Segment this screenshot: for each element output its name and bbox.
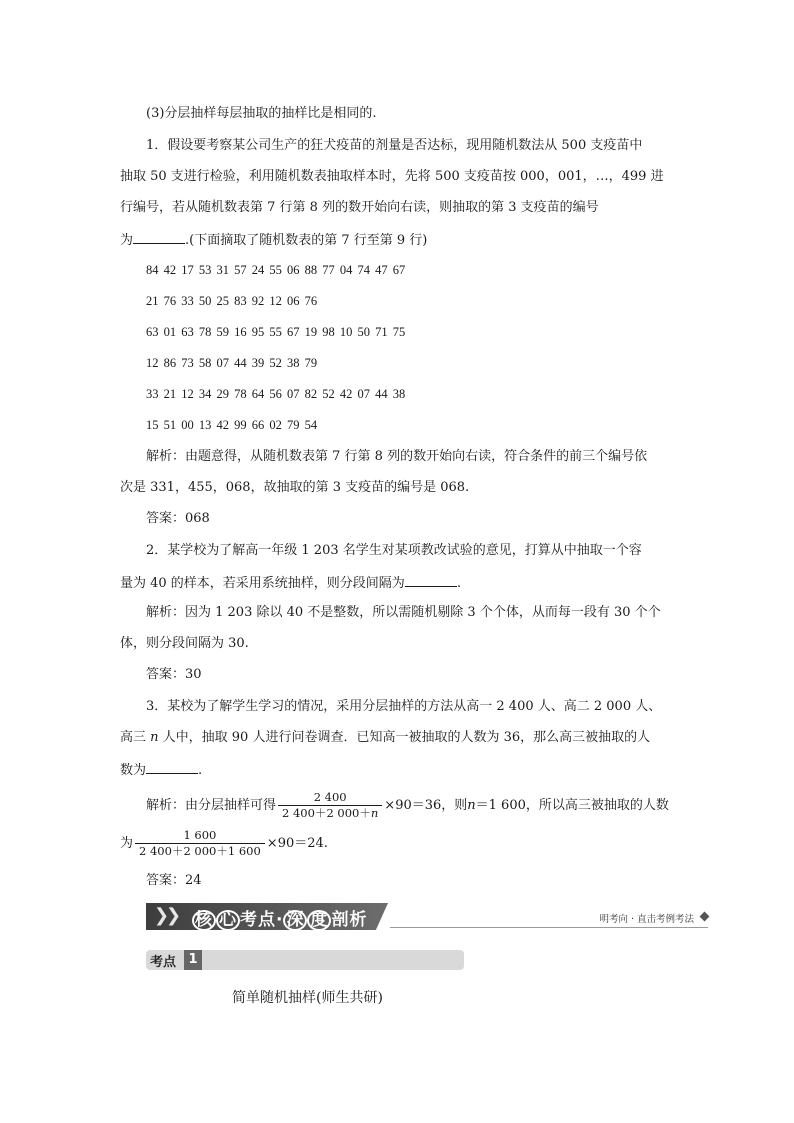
q1-line-1: 1．假设要考察某公司生产的狂犬疫苗的剂量是否达标，现用随机数法从 500 支疫苗中 (146, 138, 643, 153)
fraction-2 (135, 828, 265, 859)
q3-line-2-b: 人中，抽取 90 人进行问卷调查．已知高一被抽取的人数为 36，那么高三被抽取的人 (158, 730, 651, 745)
banner-char: 考 (240, 910, 258, 930)
q3-analysis-2-prefix: 为 (120, 836, 134, 851)
answer-blank (405, 572, 457, 587)
banner-char: 度 (307, 910, 331, 931)
q1-line-3: 行编号，若从随机数表第 7 行第 8 列的数开始向右读，则抽取的第 3 支疫苗的编号 (120, 200, 599, 215)
chevron-right-icon: ❯ (154, 905, 170, 926)
q3-analysis-2-suffix: ×90＝24. (266, 836, 328, 851)
diamond-icon (700, 912, 710, 922)
q3-line-1: 3．某校为了解学生学习的情况，采用分层抽样的方法从高一 2 400 人、高二 2 000 人、 (146, 699, 662, 714)
q3-analysis-prefix: 解析：由分层抽样可得 (146, 798, 277, 813)
q3-analysis-post: ＝1 600，所以高三被抽取的人数 (475, 798, 669, 813)
intro-line: (3)分层抽样每层抽取的抽样比是相同的. (146, 106, 377, 121)
banner-rule (390, 927, 708, 928)
q3-analysis-1 (146, 790, 669, 821)
q2-analysis-1: 解析：因为 1 203 除以 40 不是整数，所以需随机剔除 3 个个体，从而每一段有 30 个个 (146, 605, 661, 620)
q2-line-1: 2．某学校为了解高一年级 1 203 名学生对某项教改试验的意见，打算从中抽取一个容 (146, 543, 642, 558)
q1-line-4 (120, 229, 680, 251)
section-subtitle: 简单随机抽样(师生共研) (232, 990, 383, 1006)
banner-char: 深 (283, 910, 307, 931)
variable-n: n (370, 806, 379, 820)
random-table-row: 12 86 73 58 07 44 39 52 38 79 (146, 356, 318, 370)
banner-hint: 明考向 · 直击考例考法 (599, 914, 694, 925)
banner-char: 核 (192, 910, 216, 931)
random-table-row: 84 42 17 53 31 57 24 55 06 88 77 04 74 47 67 (146, 263, 406, 277)
random-table-row: 33 21 12 34 29 78 64 56 07 82 52 42 07 44 38 (146, 387, 406, 401)
q2-line-2 (120, 572, 680, 594)
kaodian-bar (146, 950, 464, 970)
q1-analysis-2: 次是 331，455，068，故抽取的第 3 支疫苗的编号是 068. (120, 480, 470, 495)
answer-blank (146, 759, 198, 774)
fraction-1-numerator: 2 400 (313, 790, 347, 804)
banner-char: 心 (216, 910, 240, 931)
kaodian-number: 1 (184, 950, 202, 970)
chevron-right-icon: ❯ (166, 905, 182, 926)
fraction-1-denominator (278, 805, 382, 821)
variable-n: n (467, 798, 476, 813)
q1-line-2: 抽取 50 支进行检验，利用随机数表抽取样本时，先将 500 支疫苗按 000，001，…，499 进 (120, 169, 664, 184)
random-table-row: 63 01 63 78 59 16 95 55 67 19 98 10 50 71 75 (146, 325, 406, 339)
fraction-2-denominator: 2 400＋2 000＋1 600 (135, 843, 265, 859)
q1-analysis-1: 解析：由题意得，从随机数表第 7 行第 8 列的数开始向右读，符合条件的前三个编号依 (146, 449, 648, 464)
fraction-1-den-text: 2 400＋2 000＋ (282, 806, 371, 820)
variable-n: n (150, 730, 159, 745)
q3-analysis-mid: ×90＝36，则 (384, 798, 468, 813)
banner-title (192, 905, 367, 931)
banner-char: 点 (258, 910, 276, 930)
banner-char: · (276, 910, 284, 930)
q3-line-3-suffix: . (198, 763, 203, 778)
q2-analysis-2: 体，则分段间隔为 30. (120, 636, 249, 651)
q1-answer: 答案：068 (146, 511, 210, 526)
section-banner (146, 903, 708, 930)
fraction-1 (278, 790, 382, 821)
q3-line-3 (120, 759, 680, 781)
q1-line-4-prefix: 为 (120, 233, 134, 248)
q2-line-2-suffix: . (456, 576, 461, 591)
answer-blank (133, 229, 185, 244)
q3-answer: 答案：24 (146, 873, 202, 888)
q2-answer: 答案：30 (146, 667, 202, 682)
q3-line-2 (120, 728, 680, 748)
banner-char: 剖 (331, 910, 350, 930)
fraction-2-numerator: 1 600 (183, 828, 217, 842)
q3-line-3-prefix: 数为 (120, 763, 147, 778)
banner-char: 析 (349, 910, 368, 930)
q1-line-4-suffix: .(下面摘取了随机数表的第 7 行至第 9 行) (185, 233, 428, 248)
q3-analysis-2 (120, 828, 680, 859)
q3-line-2-a: 高三 (120, 730, 151, 745)
random-table-row: 15 51 00 13 42 99 66 02 79 54 (146, 418, 318, 432)
kaodian-label: 考点 (150, 955, 177, 970)
random-table-row: 21 76 33 50 25 83 92 12 06 76 (146, 294, 318, 308)
q2-line-2-prefix: 量为 40 的样本，若采用系统抽样，则分段间隔为 (120, 576, 405, 591)
